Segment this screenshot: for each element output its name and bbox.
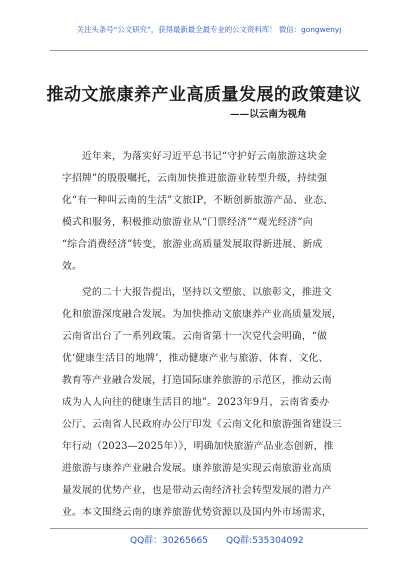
paragraph-line: 量发展的优势产业，也是带动云南经济社会转型发展的潜力产 xyxy=(62,485,332,496)
page-header xyxy=(50,6,368,51)
promo-banner: 关注头条号“公文研究”，获得最新最全最专业的公文资料库！ 微信：gongwenyj xyxy=(76,25,342,34)
paragraph-line: 化和旅游深度融合发展。为加快推动文旅康养产业高质量发展， xyxy=(62,309,342,320)
paragraph-line: 化“有一种叫云南的生活”文旅IP，不断创新旅游产品、业态、 xyxy=(62,195,334,206)
qq-group-2: QQ群:535304092 xyxy=(226,536,304,546)
paragraph-1 xyxy=(62,146,368,278)
paragraph-line: 公厅、云南省人民政府办公厅印发《云南文化和旅游强省建设三 xyxy=(62,419,342,430)
paragraph-line: 近年来，为落实好习近平总书记“守护好云南旅游这块金 xyxy=(82,151,328,162)
document-title: 推动文旅康养产业高质量发展的政策建议 xyxy=(46,85,362,105)
paragraph-line: 模式和服务，积极推动旅游业从“门票经济”“观光经济”向 xyxy=(62,217,313,228)
paragraph-line: 党的二十大报告提出，坚持以文塑旅、以旅彰文，推进文 xyxy=(82,287,332,298)
paragraph-2 xyxy=(62,282,368,524)
paragraph-line: 年行动（2023—2025年）》，明确加快旅游产品业态创新，推 xyxy=(62,441,334,452)
page-footer xyxy=(50,528,368,539)
document-subtitle: ——以云南为视角 xyxy=(230,109,307,120)
paragraph-line: 教育等产业融合发展，打造国际康养旅游的示范区，推动云南 xyxy=(62,375,332,386)
paragraph-line: 云南省出台了一系列政策。云南省第十一次党代会明确，“做 xyxy=(62,331,328,342)
paragraph-line: 效。 xyxy=(62,261,82,272)
paragraph-line: 优‘健康生活目的地牌’，推动健康产业与旅游、体育、文化、 xyxy=(62,353,329,364)
paragraph-line: 字招牌”的殷殷嘱托，云南加快推进旅游业转型升级，持续强 xyxy=(62,173,328,184)
paragraph-line: 业。本文围绕云南的康养旅游优势资源以及国内外市场需求， xyxy=(62,507,332,518)
paragraph-line: 进旅游与康养产业融合发展。康养旅游是实现云南旅游业高质 xyxy=(62,463,332,474)
qq-group-1: QQ群：30265665 xyxy=(130,536,208,546)
paragraph-line: 成为人人向往的健康生活目的地”。2023年9月，云南省委办 xyxy=(62,397,330,408)
paragraph-line: “综合消费经济”转变，旅游业高质量发展取得新进展、新成 xyxy=(62,239,323,250)
